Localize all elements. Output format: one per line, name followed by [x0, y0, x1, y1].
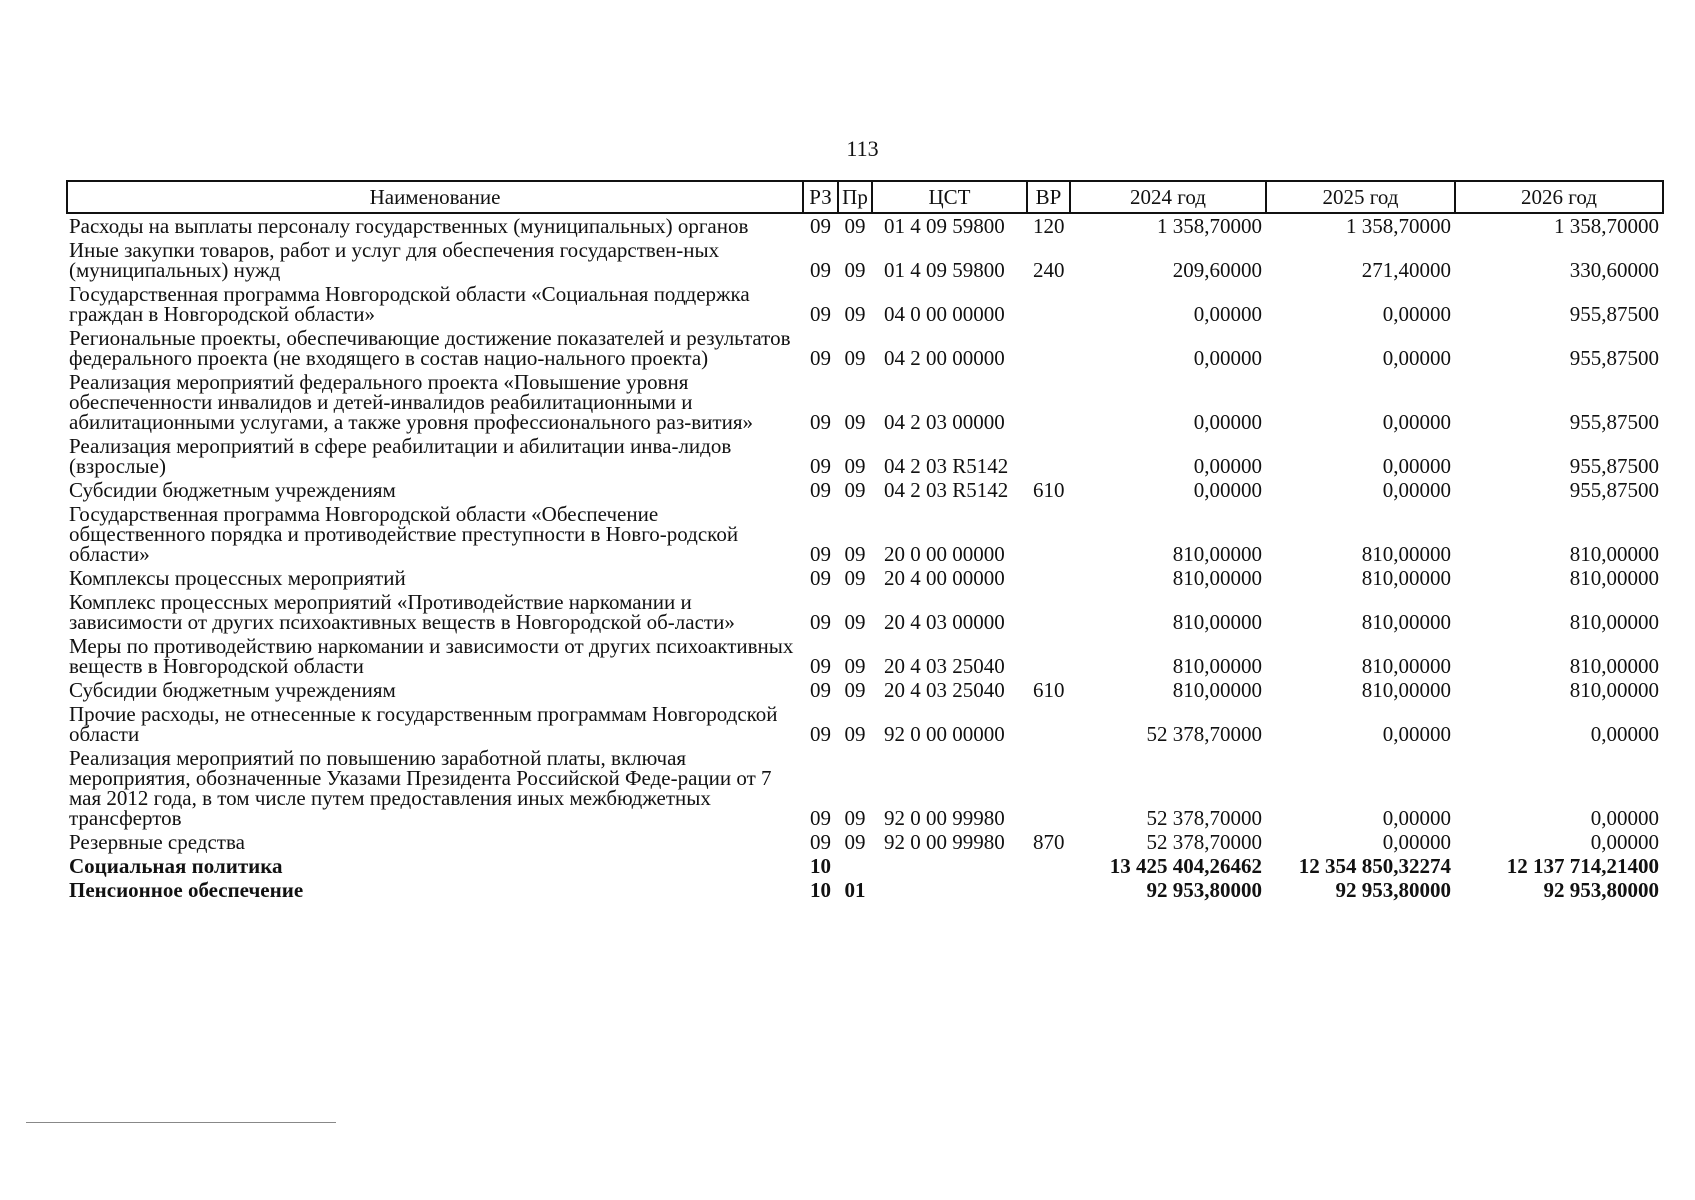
table-row	[67, 213, 1663, 238]
row-rz: 09	[810, 258, 831, 282]
table-row	[67, 634, 1663, 678]
row-vr	[1027, 370, 1070, 434]
row-cst: 04 2 00 00000	[884, 346, 1005, 370]
row-rz: 09	[810, 542, 831, 566]
row-vr: 120	[1033, 214, 1065, 238]
row-pr: 09	[844, 214, 866, 238]
page-number: 113	[846, 136, 879, 161]
row-name: Пенсионное обеспечение	[69, 878, 304, 902]
row-pr: 09	[844, 806, 866, 830]
row-value-2026: 92 953,80000	[1543, 878, 1659, 902]
header-pr: Пр	[838, 181, 872, 213]
row-vr	[1027, 634, 1070, 678]
header-rz: РЗ	[803, 181, 838, 213]
row-rz: 09	[810, 214, 831, 238]
row-value-2025: 810,00000	[1361, 654, 1451, 678]
row-value-2024: 810,00000	[1172, 610, 1262, 634]
row-cst: 04 2 03 R5142	[884, 478, 1009, 502]
row-value-2024: 810,00000	[1172, 566, 1262, 590]
header-2025: 2025 год	[1266, 181, 1455, 213]
row-vr: 240	[1033, 258, 1065, 282]
row-value-2024: 52 378,70000	[1146, 806, 1262, 830]
header-cst: ЦСТ	[872, 181, 1027, 213]
row-pr: 09	[844, 654, 866, 678]
row-pr: 09	[844, 302, 866, 326]
row-value-2024: 0,00000	[1193, 478, 1262, 502]
row-name: Реализация мероприятий в сфере реабилитации и абилитации инва-лидов (взрослые)	[69, 434, 732, 478]
row-vr: 610	[1033, 478, 1065, 502]
row-name: Комплекс процессных мероприятий «Противодействие наркомании и зависимости от других психоактивных веществ в Новгородской об-ласти»	[69, 590, 735, 634]
row-cst: 04 0 00 00000	[884, 302, 1005, 326]
table-row	[67, 502, 1663, 566]
row-rz: 10	[810, 878, 831, 902]
header-name: Наименование	[67, 181, 803, 213]
table-row	[67, 434, 1663, 478]
row-cst: 20 4 03 25040	[884, 654, 1005, 678]
row-value-2025: 0,00000	[1382, 410, 1451, 434]
row-vr	[1027, 878, 1070, 902]
row-value-2026: 0,00000	[1590, 830, 1659, 854]
row-name: Государственная программа Новгородской области «Социальная поддержка граждан в Новгородской области»	[69, 282, 750, 326]
table-row	[67, 566, 1663, 590]
table-row	[67, 746, 1663, 830]
table-row	[67, 678, 1663, 702]
row-cst: 20 4 03 25040	[884, 678, 1005, 702]
row-name: Резервные средства	[69, 830, 245, 854]
row-pr: 09	[844, 610, 866, 634]
row-value-2025: 810,00000	[1361, 610, 1451, 634]
row-value-2025: 810,00000	[1361, 566, 1451, 590]
row-cst	[872, 854, 1027, 878]
table-row	[67, 702, 1663, 746]
row-rz: 09	[810, 410, 831, 434]
row-value-2025: 1 358,70000	[1346, 214, 1451, 238]
row-value-2024: 13 425 404,26462	[1109, 854, 1262, 878]
row-rz: 09	[810, 454, 831, 478]
row-value-2025: 271,40000	[1361, 258, 1451, 282]
row-cst: 92 0 00 00000	[884, 722, 1005, 746]
row-pr: 09	[844, 678, 866, 702]
row-cst	[872, 878, 1027, 902]
row-value-2024: 52 378,70000	[1146, 830, 1262, 854]
row-value-2024: 52 378,70000	[1146, 722, 1262, 746]
row-vr	[1027, 590, 1070, 634]
row-value-2026: 0,00000	[1590, 722, 1659, 746]
header-2024: 2024 год	[1070, 181, 1266, 213]
row-pr: 09	[844, 258, 866, 282]
row-rz: 09	[810, 346, 831, 370]
row-value-2024: 810,00000	[1172, 654, 1262, 678]
row-value-2024: 1 358,70000	[1157, 214, 1262, 238]
table-row	[67, 238, 1663, 282]
row-vr	[1027, 326, 1070, 370]
row-name: Реализация мероприятий федерального проекта «Повышение уровня обеспеченности инвалидов и детей-инвалидов реабилитационными и абилитационными услугами, а также уровня профессионального раз-вития»	[69, 370, 753, 434]
row-name: Меры по противодействию наркомании и зависимости от других психоактивных веществ в Новгородской области	[69, 634, 794, 678]
row-pr: 09	[844, 478, 866, 502]
row-value-2025: 0,00000	[1382, 830, 1451, 854]
row-value-2024: 0,00000	[1193, 346, 1262, 370]
table-row	[67, 590, 1663, 634]
row-rz: 09	[810, 722, 831, 746]
row-value-2025: 12 354 850,32274	[1298, 854, 1451, 878]
row-value-2026: 12 137 714,21400	[1506, 854, 1659, 878]
row-value-2026: 955,87500	[1569, 478, 1659, 502]
table-row	[67, 878, 1663, 902]
row-cst: 92 0 00 99980	[884, 830, 1005, 854]
budget-table	[66, 180, 1664, 902]
row-value-2024: 92 953,80000	[1146, 878, 1262, 902]
row-rz: 09	[810, 678, 831, 702]
header-vr: ВР	[1027, 181, 1070, 213]
row-value-2024: 0,00000	[1193, 302, 1262, 326]
table-row	[67, 830, 1663, 854]
row-name: Иные закупки товаров, работ и услуг для обеспечения государствен-ных (муниципальных) нужд	[69, 238, 720, 282]
row-pr: 09	[844, 566, 866, 590]
table-row	[67, 854, 1663, 878]
row-name: Прочие расходы, не отнесенные к государственным программам Новгородской области	[69, 702, 778, 746]
row-vr	[1027, 502, 1070, 566]
row-name: Реализация мероприятий по повышению заработной платы, включая мероприятия, обозначенные Указами Президента Российской Феде-рации от 7 мая 2012 года, в том числе путем предоставления иных межбюджетных трансфертов	[69, 746, 772, 830]
row-cst: 20 4 00 00000	[884, 566, 1005, 590]
row-value-2024: 810,00000	[1172, 542, 1262, 566]
row-value-2025: 810,00000	[1361, 542, 1451, 566]
divider	[26, 1122, 336, 1123]
row-vr	[1027, 566, 1070, 590]
row-name: Субсидии бюджетным учреждениям	[69, 478, 396, 502]
row-name: Комплексы процессных мероприятий	[69, 566, 406, 590]
row-value-2025: 92 953,80000	[1335, 878, 1451, 902]
row-value-2025: 0,00000	[1382, 454, 1451, 478]
row-cst: 20 0 00 00000	[884, 542, 1005, 566]
table-row	[67, 478, 1663, 502]
row-rz: 09	[810, 566, 831, 590]
row-rz: 09	[810, 302, 831, 326]
table-row	[67, 326, 1663, 370]
row-name: Региональные проекты, обеспечивающие достижение показателей и результатов федерального проекта (не входящего в состав нацио-нального проекта)	[69, 326, 791, 370]
row-pr: 09	[844, 346, 866, 370]
row-name: Субсидии бюджетным учреждениям	[69, 678, 396, 702]
row-vr	[1027, 746, 1070, 830]
row-vr	[1027, 282, 1070, 326]
row-value-2026: 810,00000	[1569, 610, 1659, 634]
row-vr	[1027, 702, 1070, 746]
header-2026: 2026 год	[1455, 181, 1663, 213]
row-value-2026: 955,87500	[1569, 302, 1659, 326]
row-name: Государственная программа Новгородской области «Обеспечение общественного порядка и противодействие преступности в Новго-родской области»	[69, 502, 739, 566]
row-value-2026: 810,00000	[1569, 542, 1659, 566]
row-value-2026: 810,00000	[1569, 654, 1659, 678]
row-rz: 09	[810, 806, 831, 830]
row-pr	[838, 854, 872, 878]
row-value-2025: 0,00000	[1382, 302, 1451, 326]
row-name: Расходы на выплаты персоналу государственных (муниципальных) органов	[69, 214, 749, 238]
row-vr	[1027, 854, 1070, 878]
row-pr: 09	[844, 542, 866, 566]
row-value-2024: 209,60000	[1172, 258, 1262, 282]
row-rz: 09	[810, 654, 831, 678]
row-cst: 04 2 03 00000	[884, 410, 1005, 434]
row-vr	[1027, 434, 1070, 478]
row-name: Социальная политика	[69, 854, 283, 878]
row-rz: 09	[810, 478, 831, 502]
row-rz: 09	[810, 610, 831, 634]
row-vr: 610	[1033, 678, 1065, 702]
row-cst: 01 4 09 59800	[884, 258, 1005, 282]
row-value-2024: 810,00000	[1172, 678, 1262, 702]
table-body	[67, 213, 1663, 902]
table-row	[67, 370, 1663, 434]
table-header-row	[67, 181, 1663, 213]
row-value-2026: 955,87500	[1569, 410, 1659, 434]
row-value-2026: 955,87500	[1569, 454, 1659, 478]
row-value-2024: 0,00000	[1193, 410, 1262, 434]
row-value-2025: 0,00000	[1382, 722, 1451, 746]
row-pr: 09	[844, 410, 866, 434]
row-pr: 09	[844, 830, 866, 854]
row-value-2025: 0,00000	[1382, 346, 1451, 370]
row-value-2026: 330,60000	[1569, 258, 1659, 282]
row-vr: 870	[1033, 830, 1065, 854]
table-row	[67, 282, 1663, 326]
row-value-2024: 0,00000	[1193, 454, 1262, 478]
row-pr: 01	[844, 878, 866, 902]
row-cst: 92 0 00 99980	[884, 806, 1005, 830]
row-value-2026: 810,00000	[1569, 678, 1659, 702]
row-pr: 09	[844, 454, 866, 478]
row-cst: 01 4 09 59800	[884, 214, 1005, 238]
row-value-2026: 810,00000	[1569, 566, 1659, 590]
row-value-2026: 0,00000	[1590, 806, 1659, 830]
row-value-2025: 0,00000	[1382, 806, 1451, 830]
row-value-2026: 1 358,70000	[1554, 214, 1659, 238]
row-cst: 20 4 03 00000	[884, 610, 1005, 634]
row-pr: 09	[844, 722, 866, 746]
row-rz: 09	[810, 830, 831, 854]
row-cst: 04 2 03 R5142	[884, 454, 1009, 478]
row-value-2025: 0,00000	[1382, 478, 1451, 502]
row-rz: 10	[810, 854, 831, 878]
row-value-2025: 810,00000	[1361, 678, 1451, 702]
row-value-2026: 955,87500	[1569, 346, 1659, 370]
